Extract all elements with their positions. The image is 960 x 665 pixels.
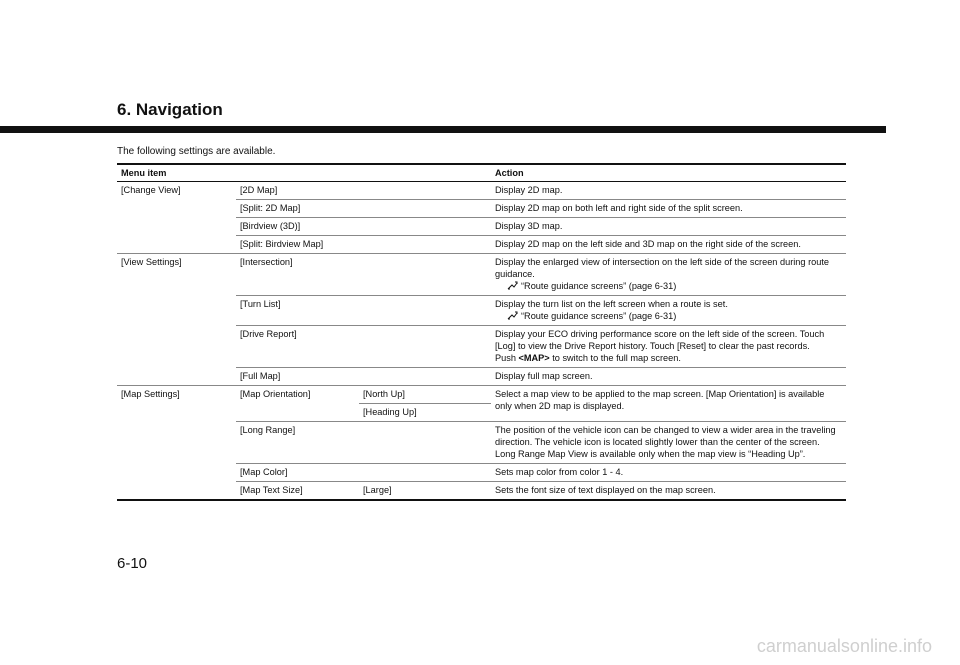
- settings-table: [117, 163, 846, 501]
- action-cell: Display 2D map on both left and right side of the split screen.: [491, 200, 846, 218]
- menu-item-header: Menu item: [117, 164, 491, 182]
- table-row: [117, 254, 846, 296]
- action-cell: [491, 296, 846, 326]
- menu-item: [Split: 2D Map]: [236, 200, 491, 218]
- menu-item: [Map Text Size]: [236, 482, 359, 501]
- action-cell: The position of the vehicle icon can be changed to view a wider area in the traveling direction. The vehicle icon is located slightly lower than the center of the screen. Long Range Map View is available only when the map view is “Heading Up”.: [491, 422, 846, 464]
- menu-item: [Full Map]: [236, 368, 491, 386]
- action-cell: Display 2D map.: [491, 182, 846, 200]
- reference-arrow-icon: [507, 281, 518, 290]
- action-cell: [491, 326, 846, 368]
- menu-item: [Birdview (3D)]: [236, 218, 491, 236]
- action-cell: Display full map screen.: [491, 368, 846, 386]
- menu-item: [Map Orientation]: [236, 386, 359, 422]
- menu-item: [Map Color]: [236, 464, 491, 482]
- action-cell: Sets map color from color 1 - 4.: [491, 464, 846, 482]
- page-reference: [495, 280, 842, 292]
- menu-item: [Split: Birdview Map]: [236, 236, 491, 254]
- menu-item: [Intersection]: [236, 254, 491, 296]
- action-header: Action: [491, 164, 846, 182]
- menu-item: [Long Range]: [236, 422, 491, 464]
- title-rule: [0, 126, 886, 133]
- menu-item: [2D Map]: [236, 182, 491, 200]
- sub-item: [Heading Up]: [359, 404, 491, 422]
- group-view-settings: [View Settings]: [117, 254, 236, 386]
- table-row: [117, 386, 846, 404]
- group-map-settings: [Map Settings]: [117, 386, 236, 501]
- table-row: [117, 182, 846, 200]
- page-reference: [495, 310, 842, 322]
- action-text: Display the turn list on the left screen when a route is set.: [495, 299, 728, 309]
- page-reference-text: “Route guidance screens” (page 6-31): [521, 281, 677, 291]
- page-number: 6-10: [117, 555, 148, 572]
- menu-item: [Drive Report]: [236, 326, 491, 368]
- action-cell: Sets the font size of text displayed on the map screen.: [491, 482, 846, 501]
- action-cell: [491, 254, 846, 296]
- intro-text: The following settings are available.: [117, 146, 276, 157]
- page-reference-text: “Route guidance screens” (page 6-31): [521, 311, 677, 321]
- sub-item: [Large]: [359, 482, 491, 501]
- group-change-view: [Change View]: [117, 182, 236, 254]
- action-cell: Select a map view to be applied to the map screen. [Map Orientation] is available only when 2D map is displayed.: [491, 386, 846, 422]
- push-suffix: to switch to the full map screen.: [552, 353, 681, 363]
- menu-item: [Turn List]: [236, 296, 491, 326]
- push-prefix: Push: [495, 353, 516, 363]
- section-title: 6. Navigation: [117, 100, 223, 119]
- action-text: Display the enlarged view of intersection on the left side of the screen during route guidance.: [495, 257, 830, 279]
- action-cell: Display 3D map.: [491, 218, 846, 236]
- reference-arrow-icon: [507, 311, 518, 320]
- table-header-row: [117, 164, 846, 182]
- action-cell: Display 2D map on the left side and 3D map on the right side of the screen.: [491, 236, 846, 254]
- sub-item: [North Up]: [359, 386, 491, 404]
- watermark: carmanualsonline.info: [756, 636, 932, 656]
- map-key-label: <MAP>: [518, 353, 550, 363]
- action-text: Display your ECO driving performance score on the left side of the screen. Touch [Log] to view the Drive Report history. Touch [Reset] to clear the past records.: [495, 329, 825, 351]
